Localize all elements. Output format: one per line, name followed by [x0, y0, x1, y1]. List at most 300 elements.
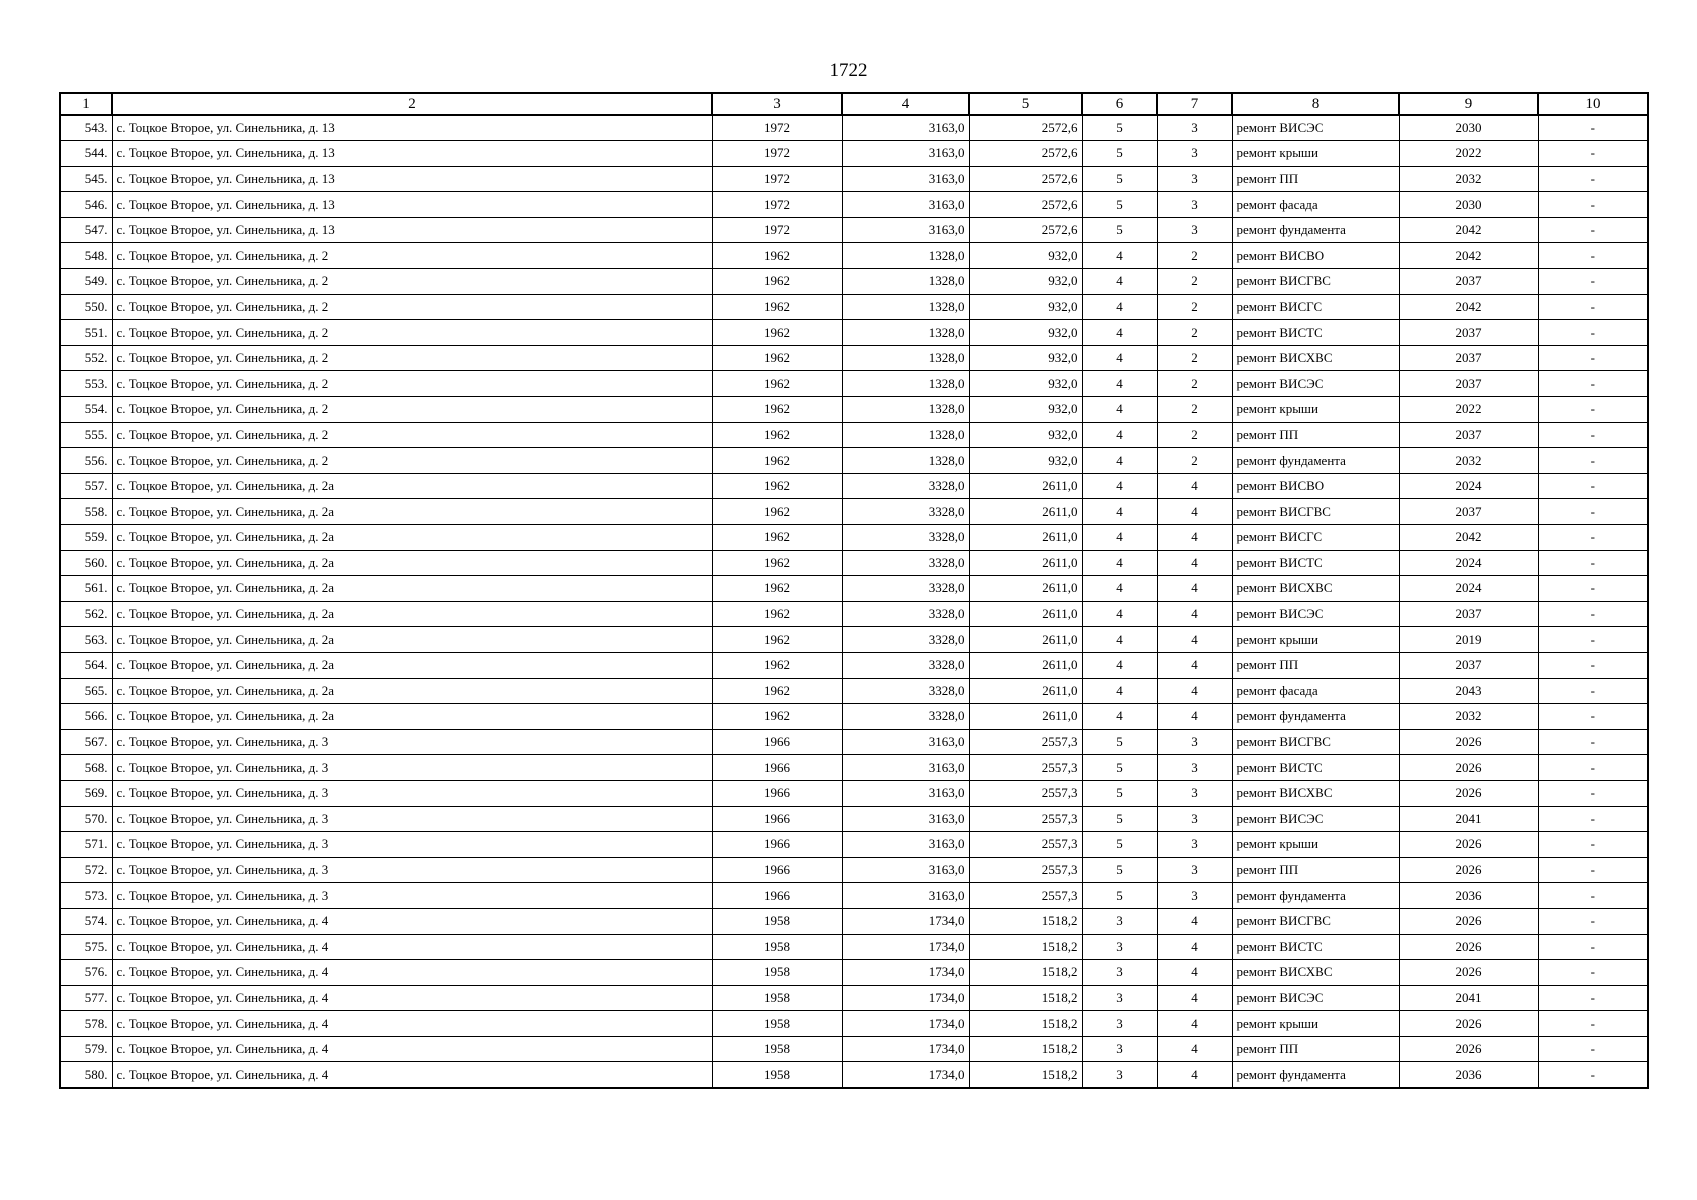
- cell-planned-year: 2030: [1399, 192, 1538, 218]
- cell-floors: 5: [1082, 832, 1157, 858]
- cell-address: с. Тоцкое Второе, ул. Синельника, д. 2: [112, 345, 712, 371]
- cell-living-area: 2611,0: [969, 601, 1082, 627]
- cell-year-built: 1962: [712, 397, 842, 423]
- cell-total-area: 3328,0: [842, 678, 969, 704]
- cell-planned-year: 2037: [1399, 499, 1538, 525]
- cell-total-area: 1734,0: [842, 1011, 969, 1037]
- cell-address: с. Тоцкое Второе, ул. Синельника, д. 3: [112, 729, 712, 755]
- cell-planned-year: 2026: [1399, 1011, 1538, 1037]
- cell-total-area: 1734,0: [842, 985, 969, 1011]
- cell-note: -: [1538, 1011, 1648, 1037]
- cell-entrances: 4: [1157, 550, 1232, 576]
- cell-work-type: ремонт фасада: [1232, 192, 1399, 218]
- cell-year-built: 1962: [712, 448, 842, 474]
- cell-row-number: 556.: [60, 448, 112, 474]
- cell-note: -: [1538, 115, 1648, 141]
- cell-floors: 5: [1082, 883, 1157, 909]
- cell-year-built: 1972: [712, 141, 842, 167]
- table-row: [60, 780, 1648, 806]
- register-table: [59, 92, 1649, 1089]
- cell-year-built: 1966: [712, 883, 842, 909]
- table-row: [60, 678, 1648, 704]
- table-row: [60, 934, 1648, 960]
- cell-year-built: 1966: [712, 780, 842, 806]
- cell-entrances: 3: [1157, 755, 1232, 781]
- cell-floors: 4: [1082, 652, 1157, 678]
- cell-living-area: 932,0: [969, 345, 1082, 371]
- cell-planned-year: 2037: [1399, 422, 1538, 448]
- cell-year-built: 1966: [712, 729, 842, 755]
- cell-row-number: 579.: [60, 1036, 112, 1062]
- cell-year-built: 1962: [712, 652, 842, 678]
- cell-total-area: 1328,0: [842, 243, 969, 269]
- cell-entrances: 4: [1157, 1036, 1232, 1062]
- cell-year-built: 1958: [712, 985, 842, 1011]
- cell-total-area: 1328,0: [842, 397, 969, 423]
- cell-note: -: [1538, 985, 1648, 1011]
- cell-note: -: [1538, 294, 1648, 320]
- cell-living-area: 932,0: [969, 448, 1082, 474]
- cell-entrances: 3: [1157, 166, 1232, 192]
- cell-work-type: ремонт ВИСЭС: [1232, 371, 1399, 397]
- cell-note: -: [1538, 550, 1648, 576]
- cell-address: с. Тоцкое Второе, ул. Синельника, д. 2: [112, 243, 712, 269]
- cell-row-number: 570.: [60, 806, 112, 832]
- cell-total-area: 1734,0: [842, 934, 969, 960]
- table-row: [60, 243, 1648, 269]
- cell-floors: 4: [1082, 473, 1157, 499]
- cell-planned-year: 2036: [1399, 883, 1538, 909]
- cell-total-area: 1328,0: [842, 320, 969, 346]
- cell-year-built: 1966: [712, 832, 842, 858]
- cell-living-area: 2572,6: [969, 217, 1082, 243]
- cell-row-number: 567.: [60, 729, 112, 755]
- cell-planned-year: 2024: [1399, 576, 1538, 602]
- cell-entrances: 2: [1157, 269, 1232, 295]
- cell-row-number: 546.: [60, 192, 112, 218]
- cell-note: -: [1538, 755, 1648, 781]
- cell-floors: 4: [1082, 269, 1157, 295]
- cell-work-type: ремонт фундамента: [1232, 1062, 1399, 1088]
- cell-work-type: ремонт ВИСХВС: [1232, 345, 1399, 371]
- cell-total-area: 3163,0: [842, 729, 969, 755]
- cell-entrances: 4: [1157, 1062, 1232, 1088]
- cell-living-area: 932,0: [969, 397, 1082, 423]
- cell-total-area: 3328,0: [842, 525, 969, 551]
- cell-work-type: ремонт ВИСГС: [1232, 294, 1399, 320]
- column-header-4: 4: [842, 93, 969, 115]
- cell-year-built: 1958: [712, 908, 842, 934]
- cell-entrances: 2: [1157, 371, 1232, 397]
- cell-living-area: 2611,0: [969, 525, 1082, 551]
- cell-note: -: [1538, 243, 1648, 269]
- cell-total-area: 3163,0: [842, 755, 969, 781]
- cell-planned-year: 2032: [1399, 448, 1538, 474]
- cell-total-area: 3163,0: [842, 141, 969, 167]
- table-row: [60, 448, 1648, 474]
- cell-address: с. Тоцкое Второе, ул. Синельника, д. 3: [112, 755, 712, 781]
- cell-living-area: 1518,2: [969, 1011, 1082, 1037]
- cell-address: с. Тоцкое Второе, ул. Синельника, д. 2: [112, 397, 712, 423]
- cell-note: -: [1538, 806, 1648, 832]
- cell-work-type: ремонт крыши: [1232, 141, 1399, 167]
- cell-floors: 3: [1082, 960, 1157, 986]
- cell-floors: 4: [1082, 678, 1157, 704]
- cell-floors: 4: [1082, 525, 1157, 551]
- cell-note: -: [1538, 601, 1648, 627]
- cell-total-area: 3163,0: [842, 192, 969, 218]
- header-row: [60, 93, 1648, 115]
- table-row: [60, 141, 1648, 167]
- cell-work-type: ремонт крыши: [1232, 1011, 1399, 1037]
- cell-planned-year: 2030: [1399, 115, 1538, 141]
- table-row: [60, 115, 1648, 141]
- cell-year-built: 1972: [712, 192, 842, 218]
- cell-entrances: 4: [1157, 704, 1232, 730]
- cell-note: -: [1538, 217, 1648, 243]
- cell-row-number: 551.: [60, 320, 112, 346]
- cell-planned-year: 2037: [1399, 320, 1538, 346]
- cell-entrances: 4: [1157, 934, 1232, 960]
- cell-planned-year: 2043: [1399, 678, 1538, 704]
- cell-address: с. Тоцкое Второе, ул. Синельника, д. 4: [112, 1011, 712, 1037]
- cell-address: с. Тоцкое Второе, ул. Синельника, д. 4: [112, 1062, 712, 1088]
- cell-row-number: 558.: [60, 499, 112, 525]
- cell-total-area: 1328,0: [842, 269, 969, 295]
- cell-year-built: 1962: [712, 243, 842, 269]
- cell-year-built: 1962: [712, 525, 842, 551]
- cell-address: с. Тоцкое Второе, ул. Синельника, д. 3: [112, 806, 712, 832]
- table-row: [60, 550, 1648, 576]
- cell-planned-year: 2026: [1399, 960, 1538, 986]
- cell-year-built: 1962: [712, 422, 842, 448]
- cell-row-number: 569.: [60, 780, 112, 806]
- cell-total-area: 3163,0: [842, 780, 969, 806]
- cell-note: -: [1538, 371, 1648, 397]
- table-row: [60, 704, 1648, 730]
- cell-note: -: [1538, 857, 1648, 883]
- cell-year-built: 1972: [712, 217, 842, 243]
- cell-year-built: 1962: [712, 371, 842, 397]
- cell-floors: 5: [1082, 141, 1157, 167]
- cell-work-type: ремонт ВИСЭС: [1232, 601, 1399, 627]
- cell-work-type: ремонт ВИСГВС: [1232, 908, 1399, 934]
- table-row: [60, 832, 1648, 858]
- cell-row-number: 561.: [60, 576, 112, 602]
- cell-total-area: 1734,0: [842, 1036, 969, 1062]
- cell-address: с. Тоцкое Второе, ул. Синельника, д. 2а: [112, 601, 712, 627]
- cell-note: -: [1538, 422, 1648, 448]
- cell-year-built: 1962: [712, 499, 842, 525]
- cell-total-area: 3328,0: [842, 652, 969, 678]
- cell-entrances: 4: [1157, 499, 1232, 525]
- cell-total-area: 3328,0: [842, 550, 969, 576]
- cell-note: -: [1538, 192, 1648, 218]
- cell-entrances: 2: [1157, 422, 1232, 448]
- cell-planned-year: 2026: [1399, 729, 1538, 755]
- cell-entrances: 3: [1157, 857, 1232, 883]
- cell-entrances: 4: [1157, 1011, 1232, 1037]
- cell-entrances: 4: [1157, 652, 1232, 678]
- cell-address: с. Тоцкое Второе, ул. Синельника, д. 3: [112, 832, 712, 858]
- cell-row-number: 559.: [60, 525, 112, 551]
- cell-living-area: 932,0: [969, 243, 1082, 269]
- cell-work-type: ремонт ВИСТС: [1232, 550, 1399, 576]
- cell-living-area: 932,0: [969, 422, 1082, 448]
- cell-note: -: [1538, 908, 1648, 934]
- cell-living-area: 1518,2: [969, 1062, 1082, 1088]
- cell-living-area: 1518,2: [969, 960, 1082, 986]
- cell-year-built: 1958: [712, 1011, 842, 1037]
- cell-living-area: 2557,3: [969, 780, 1082, 806]
- cell-planned-year: 2024: [1399, 550, 1538, 576]
- cell-row-number: 545.: [60, 166, 112, 192]
- cell-address: с. Тоцкое Второе, ул. Синельника, д. 4: [112, 934, 712, 960]
- cell-address: с. Тоцкое Второе, ул. Синельника, д. 2: [112, 371, 712, 397]
- cell-entrances: 3: [1157, 192, 1232, 218]
- cell-note: -: [1538, 729, 1648, 755]
- cell-planned-year: 2026: [1399, 934, 1538, 960]
- cell-planned-year: 2032: [1399, 704, 1538, 730]
- cell-living-area: 2572,6: [969, 115, 1082, 141]
- cell-row-number: 565.: [60, 678, 112, 704]
- cell-floors: 4: [1082, 294, 1157, 320]
- cell-work-type: ремонт крыши: [1232, 832, 1399, 858]
- cell-living-area: 932,0: [969, 269, 1082, 295]
- cell-entrances: 4: [1157, 960, 1232, 986]
- cell-note: -: [1538, 678, 1648, 704]
- cell-total-area: 1734,0: [842, 908, 969, 934]
- cell-address: с. Тоцкое Второе, ул. Синельника, д. 13: [112, 192, 712, 218]
- cell-work-type: ремонт ВИСТС: [1232, 320, 1399, 346]
- cell-year-built: 1962: [712, 473, 842, 499]
- cell-floors: 5: [1082, 755, 1157, 781]
- table-header: [60, 93, 1648, 115]
- cell-planned-year: 2026: [1399, 1036, 1538, 1062]
- cell-row-number: 578.: [60, 1011, 112, 1037]
- cell-note: -: [1538, 166, 1648, 192]
- cell-floors: 5: [1082, 192, 1157, 218]
- table-row: [60, 1011, 1648, 1037]
- cell-planned-year: 2037: [1399, 652, 1538, 678]
- cell-living-area: 2611,0: [969, 627, 1082, 653]
- cell-living-area: 1518,2: [969, 934, 1082, 960]
- cell-floors: 3: [1082, 908, 1157, 934]
- cell-note: -: [1538, 525, 1648, 551]
- cell-planned-year: 2022: [1399, 397, 1538, 423]
- cell-total-area: 3163,0: [842, 166, 969, 192]
- cell-work-type: ремонт ВИСЭС: [1232, 806, 1399, 832]
- cell-planned-year: 2026: [1399, 908, 1538, 934]
- cell-note: -: [1538, 345, 1648, 371]
- table-row: [60, 627, 1648, 653]
- cell-floors: 4: [1082, 397, 1157, 423]
- cell-planned-year: 2037: [1399, 269, 1538, 295]
- cell-row-number: 562.: [60, 601, 112, 627]
- cell-living-area: 2572,6: [969, 141, 1082, 167]
- cell-address: с. Тоцкое Второе, ул. Синельника, д. 2а: [112, 473, 712, 499]
- cell-note: -: [1538, 141, 1648, 167]
- cell-planned-year: 2032: [1399, 166, 1538, 192]
- cell-planned-year: 2026: [1399, 755, 1538, 781]
- cell-address: с. Тоцкое Второе, ул. Синельника, д. 2: [112, 448, 712, 474]
- cell-floors: 5: [1082, 115, 1157, 141]
- cell-work-type: ремонт ВИСВО: [1232, 243, 1399, 269]
- cell-living-area: 2611,0: [969, 473, 1082, 499]
- cell-row-number: 572.: [60, 857, 112, 883]
- cell-living-area: 2611,0: [969, 576, 1082, 602]
- table-row: [60, 473, 1648, 499]
- cell-living-area: 2611,0: [969, 678, 1082, 704]
- cell-address: с. Тоцкое Второе, ул. Синельника, д. 13: [112, 217, 712, 243]
- cell-floors: 3: [1082, 985, 1157, 1011]
- cell-entrances: 4: [1157, 985, 1232, 1011]
- cell-note: -: [1538, 934, 1648, 960]
- cell-entrances: 4: [1157, 678, 1232, 704]
- cell-total-area: 1734,0: [842, 960, 969, 986]
- cell-floors: 4: [1082, 371, 1157, 397]
- table-row: [60, 652, 1648, 678]
- cell-address: с. Тоцкое Второе, ул. Синельника, д. 4: [112, 908, 712, 934]
- cell-work-type: ремонт ВИСГВС: [1232, 729, 1399, 755]
- cell-row-number: 580.: [60, 1062, 112, 1088]
- cell-address: с. Тоцкое Второе, ул. Синельника, д. 4: [112, 1036, 712, 1062]
- cell-row-number: 560.: [60, 550, 112, 576]
- cell-row-number: 574.: [60, 908, 112, 934]
- cell-entrances: 4: [1157, 576, 1232, 602]
- cell-year-built: 1962: [712, 601, 842, 627]
- cell-year-built: 1966: [712, 857, 842, 883]
- cell-note: -: [1538, 627, 1648, 653]
- cell-entrances: 4: [1157, 473, 1232, 499]
- cell-row-number: 557.: [60, 473, 112, 499]
- cell-total-area: 3328,0: [842, 576, 969, 602]
- cell-work-type: ремонт ПП: [1232, 422, 1399, 448]
- cell-floors: 5: [1082, 729, 1157, 755]
- cell-floors: 4: [1082, 576, 1157, 602]
- cell-total-area: 3328,0: [842, 704, 969, 730]
- cell-living-area: 932,0: [969, 320, 1082, 346]
- cell-living-area: 2557,3: [969, 857, 1082, 883]
- cell-year-built: 1972: [712, 115, 842, 141]
- table-row: [60, 166, 1648, 192]
- cell-entrances: 3: [1157, 806, 1232, 832]
- cell-address: с. Тоцкое Второе, ул. Синельника, д. 4: [112, 985, 712, 1011]
- cell-planned-year: 2042: [1399, 294, 1538, 320]
- cell-entrances: 2: [1157, 294, 1232, 320]
- cell-entrances: 4: [1157, 525, 1232, 551]
- cell-note: -: [1538, 448, 1648, 474]
- cell-total-area: 1328,0: [842, 345, 969, 371]
- cell-row-number: 552.: [60, 345, 112, 371]
- cell-floors: 4: [1082, 448, 1157, 474]
- cell-address: с. Тоцкое Второе, ул. Синельника, д. 13: [112, 166, 712, 192]
- cell-living-area: 1518,2: [969, 908, 1082, 934]
- cell-planned-year: 2036: [1399, 1062, 1538, 1088]
- cell-total-area: 3328,0: [842, 627, 969, 653]
- table-row: [60, 883, 1648, 909]
- cell-row-number: 554.: [60, 397, 112, 423]
- cell-planned-year: 2026: [1399, 857, 1538, 883]
- cell-living-area: 1518,2: [969, 985, 1082, 1011]
- cell-row-number: 563.: [60, 627, 112, 653]
- cell-planned-year: 2037: [1399, 371, 1538, 397]
- table-row: [60, 320, 1648, 346]
- cell-floors: 3: [1082, 1011, 1157, 1037]
- cell-living-area: 1518,2: [969, 1036, 1082, 1062]
- cell-total-area: 1328,0: [842, 294, 969, 320]
- cell-work-type: ремонт ВИСЭС: [1232, 115, 1399, 141]
- cell-living-area: 2557,3: [969, 832, 1082, 858]
- cell-address: с. Тоцкое Второе, ул. Синельника, д. 2а: [112, 550, 712, 576]
- cell-work-type: ремонт ПП: [1232, 652, 1399, 678]
- cell-total-area: 3163,0: [842, 832, 969, 858]
- cell-living-area: 2611,0: [969, 704, 1082, 730]
- cell-address: с. Тоцкое Второе, ул. Синельника, д. 2а: [112, 499, 712, 525]
- page-number: 1722: [829, 60, 868, 81]
- cell-work-type: ремонт фундамента: [1232, 448, 1399, 474]
- cell-work-type: ремонт ПП: [1232, 1036, 1399, 1062]
- cell-work-type: ремонт крыши: [1232, 397, 1399, 423]
- cell-living-area: 2611,0: [969, 550, 1082, 576]
- column-header-9: 9: [1399, 93, 1538, 115]
- cell-living-area: 2611,0: [969, 499, 1082, 525]
- cell-total-area: 3328,0: [842, 601, 969, 627]
- cell-floors: 4: [1082, 320, 1157, 346]
- cell-work-type: ремонт ВИСХВС: [1232, 960, 1399, 986]
- cell-living-area: 932,0: [969, 371, 1082, 397]
- cell-row-number: 575.: [60, 934, 112, 960]
- cell-total-area: 3163,0: [842, 806, 969, 832]
- cell-work-type: ремонт фундамента: [1232, 704, 1399, 730]
- cell-row-number: 550.: [60, 294, 112, 320]
- cell-row-number: 548.: [60, 243, 112, 269]
- cell-entrances: 3: [1157, 832, 1232, 858]
- cell-address: с. Тоцкое Второе, ул. Синельника, д. 2а: [112, 678, 712, 704]
- cell-planned-year: 2037: [1399, 601, 1538, 627]
- cell-work-type: ремонт ВИСЭС: [1232, 985, 1399, 1011]
- table-row: [60, 422, 1648, 448]
- cell-note: -: [1538, 269, 1648, 295]
- cell-address: с. Тоцкое Второе, ул. Синельника, д. 3: [112, 883, 712, 909]
- cell-floors: 5: [1082, 857, 1157, 883]
- cell-year-built: 1966: [712, 806, 842, 832]
- cell-work-type: ремонт фундамента: [1232, 217, 1399, 243]
- cell-year-built: 1958: [712, 934, 842, 960]
- table-row: [60, 345, 1648, 371]
- table-row: [60, 397, 1648, 423]
- cell-row-number: 573.: [60, 883, 112, 909]
- cell-row-number: 555.: [60, 422, 112, 448]
- cell-address: с. Тоцкое Второе, ул. Синельника, д. 13: [112, 141, 712, 167]
- cell-year-built: 1962: [712, 678, 842, 704]
- cell-planned-year: 2019: [1399, 627, 1538, 653]
- column-header-2: 2: [112, 93, 712, 115]
- cell-work-type: ремонт ВИСТС: [1232, 755, 1399, 781]
- cell-floors: 3: [1082, 1036, 1157, 1062]
- column-header-5: 5: [969, 93, 1082, 115]
- cell-note: -: [1538, 1062, 1648, 1088]
- cell-year-built: 1962: [712, 269, 842, 295]
- cell-floors: 4: [1082, 499, 1157, 525]
- cell-entrances: 2: [1157, 448, 1232, 474]
- cell-entrances: 3: [1157, 780, 1232, 806]
- cell-year-built: 1966: [712, 755, 842, 781]
- table-row: [60, 499, 1648, 525]
- table-row: [60, 755, 1648, 781]
- cell-entrances: 3: [1157, 729, 1232, 755]
- cell-total-area: 1328,0: [842, 422, 969, 448]
